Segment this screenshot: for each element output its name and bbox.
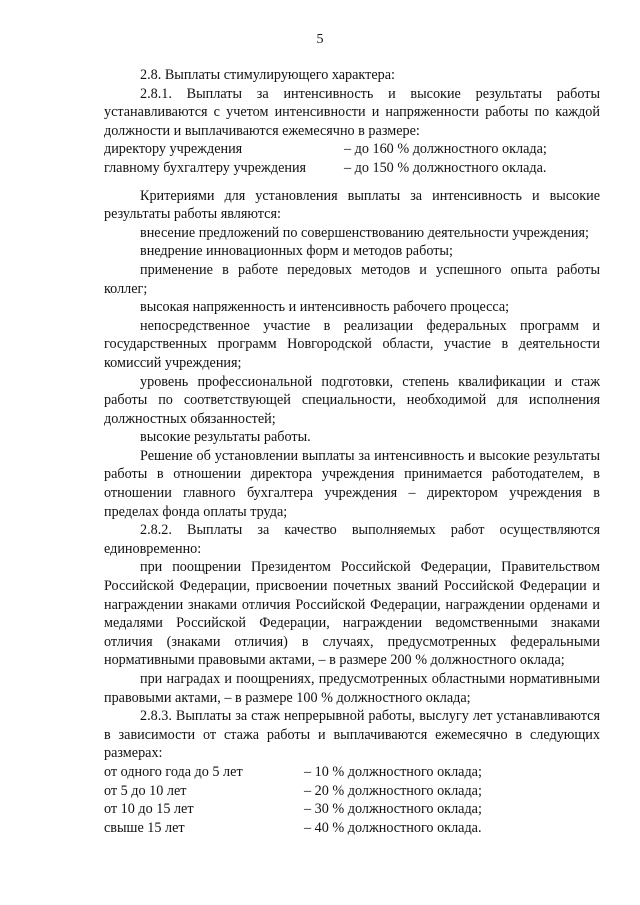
rates-positions	[104, 140, 600, 177]
rates-seniority	[104, 763, 600, 837]
criterion-item: высокие результаты работы.	[140, 429, 311, 446]
rate-value: – 30 % должностного оклада;	[304, 801, 482, 818]
rate-value: – до 160 % должностного оклада;	[344, 141, 547, 158]
rate-who: главному бухгалтеру учреждения	[104, 159, 307, 176]
document-body	[104, 66, 600, 837]
criterion-item: непосредственное участие в реализации федеральных программ и государственных программ Новгородской области, участие в деятельности комиссий учреждения;	[104, 317, 600, 371]
rate-who: директору учреждения	[104, 141, 243, 158]
rate-row	[104, 819, 600, 838]
rate-who: свыше 15 лет	[104, 819, 185, 836]
criterion-item: применение в работе передовых методов и успешного опыта работы коллег;	[104, 261, 600, 297]
criterion-item: внесение предложений по совершенствованию деятельности учреждения;	[140, 224, 589, 241]
decision-paragraph: Решение об установлении выплаты за интенсивность и высокие результаты работы в отношении директора учреждения принимается работодателем, в отношении главного бухгалтера учреждения – директором учреждения в пределах фонда оплаты труда;	[104, 447, 600, 520]
awards-regional: при наградах и поощрениях, предусмотренных областными нормативными правовыми актами, – в размере 100 % должностного оклада;	[104, 671, 600, 706]
rate-who: от 10 до 15 лет	[104, 801, 194, 818]
rate-value: – до 150 % должностного оклада.	[344, 159, 547, 176]
paragraph-2-8-3: 2.8.3. Выплаты за стаж непрерывной работы, выслугу лет устанавливаются в зависимости от стажа работы и выплачиваются ежемесячно в следующих размерах:	[104, 708, 600, 762]
criterion-item: уровень профессиональной подготовки, степень квалификации и стаж работы по соответствующей специальности, необходимой для исполнения должностных обязанностей;	[104, 373, 600, 427]
rate-row	[104, 782, 600, 801]
criterion-item: высокая напряженность и интенсивность рабочего процесса;	[140, 299, 510, 316]
section-heading: 2.8. Выплаты стимулирующего характера:	[140, 67, 395, 83]
rate-who: от 5 до 10 лет	[104, 782, 187, 799]
rate-row	[104, 763, 600, 782]
rate-row	[104, 140, 600, 159]
criteria-intro: Критериями для установления выплаты за интенсивность и высокие результаты работы являются:	[104, 187, 600, 223]
awards-federal: при поощрении Президентом Российской Федерации, Правительством Российской Федерации, присвоении почетных званий Российской Федерации и награждении знаками отличия Российской Федерации, награждении орденами и медалями Российской Федерации, награждении ведомственными знаками отличия (знаками отличия) в случаях, предусмотренных федеральными нормативными правовыми актами, – в размере 200 % должностного оклада;	[104, 559, 600, 669]
criterion-item: внедрение инновационных форм и методов работы;	[140, 243, 453, 260]
paragraph-2-8-1: 2.8.1. Выплаты за интенсивность и высокие результаты работы устанавливаются с учетом интенсивности и напряженности работы по каждой должности и выплачиваются ежемесячно в размере:	[104, 85, 600, 139]
rate-value: – 10 % должностного оклада;	[304, 763, 482, 780]
rate-row	[104, 159, 600, 178]
page-number: 5	[316, 32, 324, 47]
rate-value: – 40 % должностного оклада.	[304, 819, 482, 836]
rate-value: – 20 % должностного оклада;	[304, 782, 482, 799]
rate-row	[104, 800, 600, 819]
paragraph-2-8-2: 2.8.2. Выплаты за качество выполняемых работ осуществляются единовременно:	[104, 522, 600, 557]
rate-who: от одного года до 5 лет	[104, 763, 243, 780]
